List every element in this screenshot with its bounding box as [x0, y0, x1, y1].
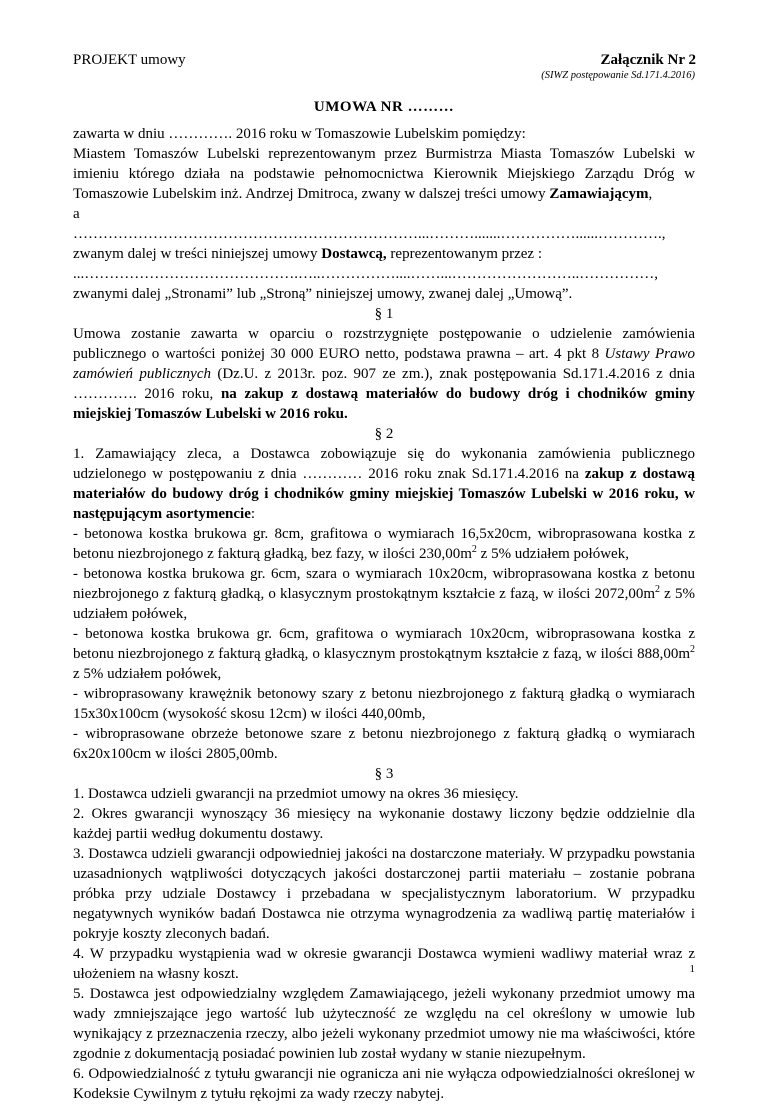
section-3-para-5: 5. Dostawca jest odpowiedzialny względem Zamawiającego, jeżeli wykonany przedmiot umowy ma wady zmniejszające jego wartość lub użyteczność ze względu na cel określony w umowie lub wynikający z przeznaczenia rzeczy, albo jeżeli wykonany przedmiot umowy nie ma właściwości, które zgodnie z dokumentacją posiadać powinien lub został wydany w stanie niezupełnym.: [73, 986, 695, 1062]
party-1-text: Miastem Tomaszów Lubelski reprezentowanym przez Burmistrza Miasta Tomaszów Lubelski w imieniu którego działa na podstawie pełnomocnictwa Kierownik Miejskiego Zarządu Dróg w Tomaszowie Lubelskim inż. Andrzej Dmitroca, zwany w dalszej treści umowy: [73, 146, 695, 202]
item-3-text: - betonowa kostka brukowa gr. 6cm, grafitowa o wymiarach 10x20cm, wibroprasowana kostka z betonu niezbrojonego z fakturą gładką, o klasycznym prostokątnym kształcie z fazą, w ilości 888,00m: [73, 626, 695, 662]
section-1-text: [73, 324, 695, 424]
s2-p1-text: 1. Zamawiający zleca, a Dostawca zobowiązuje się do wykonania zamówienia publicznego udzielonego w postępowaniu z dnia ………… 2016 roku znak Sd.171.4.2016 na: [73, 446, 695, 482]
parties-definition: zwanymi dalej „Stronami” lub „Stroną” niniejszej umowy, zwanej dalej „Umową”.: [73, 286, 573, 302]
item-2: [73, 564, 695, 624]
sup-2: 2: [655, 584, 660, 595]
section-3-heading: § 3: [374, 766, 394, 782]
party-2: [73, 244, 695, 264]
item-5: - wibroprasowane obrzeże betonowe szare z betonu niezbrojonego z fakturą gładką o wymiarach 6x20x100cm w ilości 2805,00mb.: [73, 726, 695, 762]
intro-date-line: zawarta w dniu …………. 2016 roku w Tomaszowie Lubelskim pomiędzy:: [73, 126, 526, 142]
s2-p1-subject: zakup z dostawą materiałów do budowy dróg i chodników gminy miejskiej Tomaszów Lubelski w 2016 roku, w następującym asortymencie: [73, 466, 695, 522]
party-2-end: reprezentowanym przez :: [386, 246, 543, 262]
party-1-role: Zamawiającym: [549, 186, 649, 202]
sup-2: 2: [471, 544, 477, 555]
section-1-heading: § 1: [374, 306, 394, 322]
s2-p1-end: :: [250, 506, 256, 522]
item-3: [73, 624, 695, 684]
item-1-text: - betonowa kostka brukowa gr. 8cm, grafitowa o wymiarach 16,5x20cm, wibroprasowana kostka z betonu niezbrojonego z fakturą gładką, bez fazy, w ilości 230,00m: [73, 526, 695, 562]
sup-2: 2: [690, 644, 695, 655]
section-2-heading: § 2: [374, 426, 394, 442]
conjunction: a: [73, 206, 80, 222]
party-1-end: ,: [648, 186, 653, 202]
party-2-text: zwanym dalej w treści niniejszej umowy: [73, 246, 322, 262]
section-3-para-3: 3. Dostawca udzieli gwarancji odpowiedniej jakości na dostarczone materiały. W przypadku powstania uzasadnionych wątpliwości dotyczących jakości dostarczonej partii materiału – zostanie pobrana próbka przy udziale Dostawcy i przebadana w specjalistycznym laboratorium. W przypadku negatywnych wyników badań Dostawca nie otrzyma wynagrodzenia za wadliwą partię materiałów i pokryje koszty zleconych badań.: [73, 846, 695, 942]
section-3-para-4: 4. W przypadku wystąpienia wad w okresie gwarancji Dostawca wymieni wadliwy materiał wraz z ułożeniem na własny koszt.: [73, 946, 695, 982]
attachment-subtitle: (SIWZ postępowanie Sd.171.4.2016): [541, 70, 695, 81]
item-3-end: z 5% udziałem połówek,: [73, 666, 222, 682]
section-3-para-6: 6. Odpowiedzialność z tytułu gwarancji nie ogranicza ani nie wyłącza odpowiedzialności określonej w Kodeksie Cywilnym z tytułu rękojmi za wady rzeczy nabytej.: [73, 1066, 695, 1102]
section-3-para-2: 2. Okres gwarancji wynoszący 36 miesięcy na wykonanie dostawy liczony będzie oddzielnie dla każdej partii według dokumentu dostawy.: [73, 806, 695, 842]
party-1: [73, 144, 695, 204]
page-number: 1: [689, 963, 695, 975]
item-2-text: - betonowa kostka brukowa gr. 6cm, szara o wymiarach 10x20cm, wibroprasowana kostka z betonu niezbrojonego z fakturą gładką, o klasycznym prostokątnym kształcie z fazą, w ilości 2072,00m: [73, 566, 695, 602]
attachment-title: Załącznik Nr 2: [600, 52, 696, 68]
item-4: - wibroprasowany krawężnik betonowy szary z betonu niezbrojonego z fakturą gładką o wymiarach 15x30x100cm (wysokość skosu 12cm) w ilości 440,00mb,: [73, 686, 695, 722]
section-3-para-1: 1. Dostawca udzieli gwarancji na przedmiot umowy na okres 36 miesięcy.: [73, 786, 519, 802]
section-2-para-1: [73, 444, 695, 524]
s1-law-name: Ustawy Prawo zamówień publicznych: [73, 346, 695, 382]
item-2-end: z 5% udziałem połówek,: [73, 586, 696, 622]
dotted-line-2: ...…………………………………….…..……………....……...……………………..……………,: [73, 266, 658, 282]
dotted-line-1: ……………………………………………………………...……….......……………......………….,: [73, 226, 666, 242]
document-body: [73, 124, 695, 1104]
party-2-role: Dostawcą,: [321, 246, 387, 262]
s1-text-a: Umowa zostanie zawarta w oparciu o rozstrzygnięte postępowanie o udzielenie zamówienia publicznego o wartości poniżej 30 000 EURO netto, podstawa prawna – art. 4 pkt 8: [73, 326, 695, 362]
s1-subject: na zakup z dostawą materiałów do budowy dróg i chodników gminy miejskiej Tomaszów Lubelski w 2016 roku.: [73, 386, 695, 422]
s1-text-b: (Dz.U. z 2013r. poz. 907 ze zm.), znak postępowania Sd.171.4.2016 z dnia …………. 2016 roku,: [73, 366, 695, 402]
item-1-end: z 5% udziałem połówek,: [476, 546, 629, 562]
project-label: PROJEKT umowy: [73, 52, 186, 68]
item-1: [73, 524, 695, 564]
contract-title: UMOWA NR ………: [313, 99, 455, 115]
